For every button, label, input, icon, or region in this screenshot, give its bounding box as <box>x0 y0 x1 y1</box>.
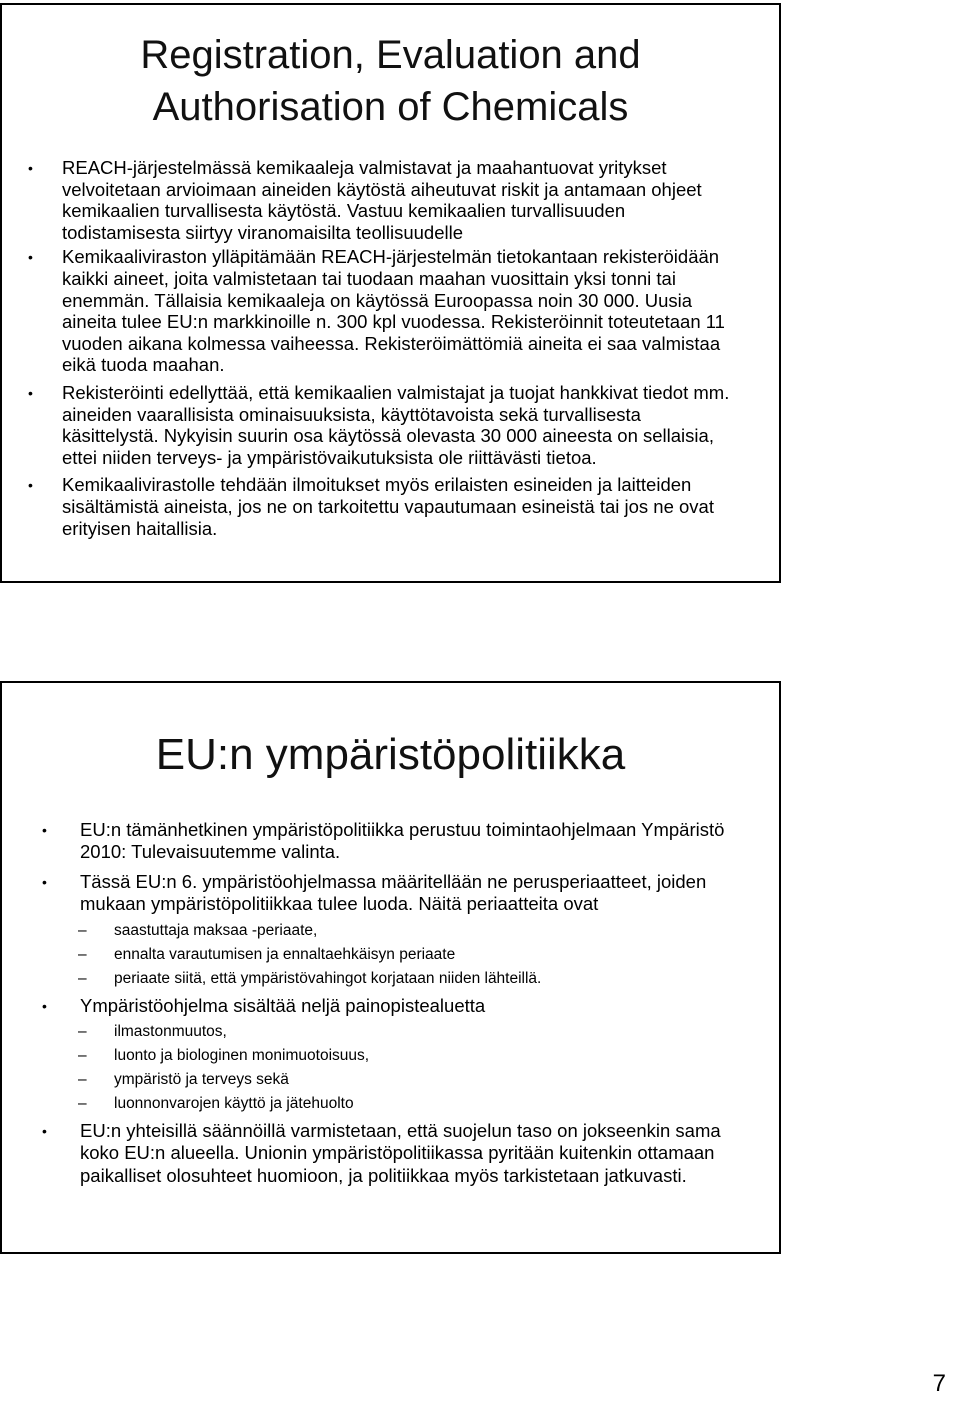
bullet-icon: • <box>28 249 33 266</box>
bullet-item <box>42 1120 739 1187</box>
dash-icon: – <box>78 945 87 963</box>
bullet-text: EU:n yhteisillä säännöillä varmistetaan, että suojelun taso on jokseenkin sama koko EU:n alueella. Unionin ympäristöpolitiikassa pyritään kuitenkin ottamaan paikalliset olosuhteet huomioon, ja politiikkaa myös tarkistetaan jatkuvasti. <box>80 1120 721 1186</box>
bullet-icon: • <box>42 1123 47 1140</box>
bullet-list <box>2 819 779 1187</box>
sub-bullet-list <box>80 922 739 988</box>
slide-reach <box>0 3 781 583</box>
sub-bullet-item <box>78 921 739 940</box>
sub-bullet-text: ympäristö ja terveys sekä <box>114 1071 289 1089</box>
sub-bullet-text: luonnonvarojen käyttö ja jätehuolto <box>114 1095 354 1113</box>
sub-bullet-text: ennalta varautumisen ja ennaltaehkäisyn periaate <box>114 945 456 963</box>
sub-bullet-item <box>78 1095 739 1113</box>
bullet-list <box>2 157 779 539</box>
sub-bullet-item <box>78 969 739 988</box>
sub-bullet-text: periaate siitä, että ympäristövahingot korjataan niiden lähteillä. <box>114 969 542 987</box>
title-line: Registration, Evaluation and <box>140 33 641 77</box>
bullet-text: REACH-järjestelmässä kemikaaleja valmistavat ja maahantuovat yritykset velvoitetaan arvioimaan aineiden käytöstä aiheutuvat riskit ja antamaan ohjeet kemikaalien turvallisesta käytöstä. Vastuu kemikaalien turvallisuuden todistamisesta siirtyy viranomaisilta teollisuudelle <box>62 157 702 243</box>
sub-bullet-list <box>80 1023 739 1113</box>
bullet-item <box>28 474 739 539</box>
sub-bullet-item <box>78 1071 739 1089</box>
bullet-icon: • <box>28 384 33 401</box>
bullet-text: Kemikaalivirastolle tehdään ilmoitukset myös erilaisten esineiden ja laitteiden sisältämistä aineista, jos ne on tarkoitettu vapautumaan esineistä tai jos ne ovat erityisen haitallisia. <box>62 474 714 539</box>
bullet-item <box>28 381 739 468</box>
dash-icon: – <box>78 921 87 939</box>
bullet-text: Tässä EU:n 6. ympäristöohjelmassa määritellään ne perusperiaatteet, joiden mukaan ympäristöpolitiikkaa tulee luoda. Näitä periaatteita ovat <box>80 870 707 915</box>
bullet-item <box>42 870 739 988</box>
bullet-item <box>28 246 739 376</box>
sub-bullet-item <box>78 1023 739 1041</box>
bullet-text: Rekisteröinti edellyttää, että kemikaalien valmistajat ja tuojat hankkivat tiedot mm. aineiden vaarallisista ominaisuuksista, käyttötavoista sekä turvallisesta käsittelystä. Nykyisin suurin osa käytössä olevasta 30 000 aineesta on sellaisia, ettei niiden terveys- ja ympäristövaikutuksista ole riittävästi tietoa. <box>62 381 730 468</box>
bullet-text: Kemikaaliviraston ylläpitämään REACH-järjestelmän tietokantaan rekisteröidään kaikki aineet, joita valmistetaan tai tuodaan maahan vuosittain yksi tonni tai enemmän. Tällaisia kemikaaleja on käytössä Euroopassa noin 30 000. Uusia aineita tulee EU:n markkinoille n. 300 kpl vuodessa. Rekisteröinnit toteutetaan 11 vuoden aikana kolmessa vaiheessa. Rekisteröimättömiä aineita ei saa valmistaa eikä tuoda maahan. <box>62 246 725 376</box>
slide-eu-environment-policy <box>0 681 781 1254</box>
bullet-icon: • <box>42 873 47 890</box>
sub-bullet-text: luonto ja biologinen monimuotoisuus, <box>114 1047 370 1065</box>
bullet-text: EU:n tämänhetkinen ympäristöpolitiikka perustuu toimintaohjelmaan Ympäristö 2010: Tulevaisuutemme valinta. <box>80 819 725 863</box>
bullet-item <box>42 819 739 864</box>
sub-bullet-item <box>78 945 739 964</box>
slide-title <box>2 5 779 133</box>
sub-bullet-text: ilmastonmuutos, <box>114 1023 227 1041</box>
bullet-item <box>28 157 739 243</box>
bullet-icon: • <box>42 997 47 1014</box>
bullet-text: Ympäristöohjelma sisältää neljä painopistealuetta <box>80 994 486 1016</box>
dash-icon: – <box>78 1047 87 1065</box>
bullet-icon: • <box>42 822 47 838</box>
bullet-item <box>42 994 739 1113</box>
dash-icon: – <box>78 1095 87 1113</box>
sub-bullet-item <box>78 1047 739 1065</box>
page-number: 7 <box>932 1370 946 1397</box>
slide-title: EU:n ympäristöpolitiikka <box>155 730 626 779</box>
bullet-icon: • <box>28 477 33 494</box>
dash-icon: – <box>78 1023 87 1041</box>
bullet-icon: • <box>28 160 33 176</box>
dash-icon: – <box>78 969 87 987</box>
sub-bullet-text: saastuttaja maksaa -periaate, <box>114 921 318 939</box>
dash-icon: – <box>78 1071 87 1089</box>
title-line: Authorisation of Chemicals <box>152 85 629 129</box>
